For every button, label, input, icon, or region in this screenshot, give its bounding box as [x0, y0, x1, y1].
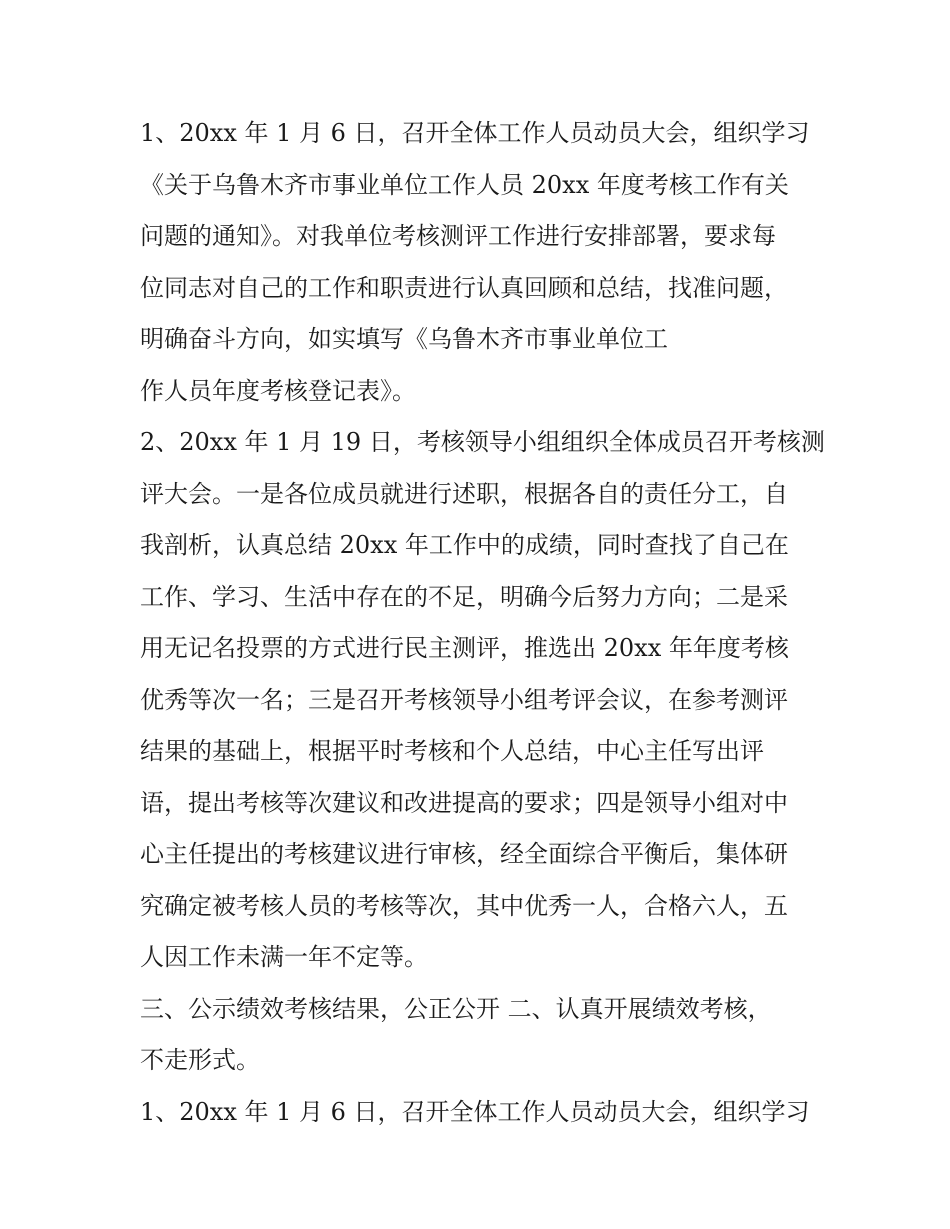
text-line: 问题的通知》。对我单位考核测评工作进行安排部署，要求每: [140, 222, 776, 250]
text-line: 作人员年度考核登记表》。: [140, 376, 416, 405]
text-line: 人因工作未满一年不定等。: [140, 943, 428, 971]
text-line: 评大会。一是各位成员就进行述职，根据各自的责任分工，自: [140, 479, 788, 508]
text-line: 心主任提出的考核建议进行审核，经全面综合平衡后，集体研: [140, 840, 788, 868]
text-line: 1、20xx 年 1 月 6 日，召开全体工作人员动员大会，组织学习: [140, 1097, 810, 1126]
text-line: 不走形式。: [140, 1046, 260, 1074]
text-line: 《关于乌鲁木齐市事业单位工作人员 20xx 年度考核工作有关: [140, 170, 789, 199]
text-line: 我剖析，认真总结 20xx 年工作中的成绩，同时查找了自己在: [140, 531, 789, 559]
text-line: 结果的基础上，根据平时考核和个人总结，中心主任写出评: [140, 737, 764, 765]
text-line: 工作、学习、生活中存在的不足，明确今后努力方向；二是采: [140, 582, 788, 611]
text-line: 2、20xx 年 1 月 19 日，考核领导小组组织全体成员召开考核测: [140, 428, 825, 456]
text-line: 语，提出考核等次建议和改进提高的要求；四是领导小组对中: [140, 788, 788, 817]
document-body: [140, 108, 830, 1138]
text-line: 位同志对自己的工作和职责进行认真回顾和总结，找准问题，: [140, 273, 788, 302]
text-line: 优秀等次一名；三是召开考核领导小组考评会议，在参考测评: [140, 685, 788, 714]
text-line: 1、20xx 年 1 月 6 日，召开全体工作人员动员大会，组织学习: [140, 119, 810, 147]
text-line: 三、公示绩效考核结果，公正公开 二、认真开展绩效考核，: [140, 994, 772, 1023]
text-line: 明确奋斗方向，如实填写《乌鲁木齐市事业单位工: [140, 325, 668, 353]
text-line: 用无记名投票的方式进行民主测评，推选出 20xx 年年度考核: [140, 634, 789, 662]
text-line: 究确定被考核人员的考核等次，其中优秀一人，合格六人，五: [140, 891, 788, 920]
